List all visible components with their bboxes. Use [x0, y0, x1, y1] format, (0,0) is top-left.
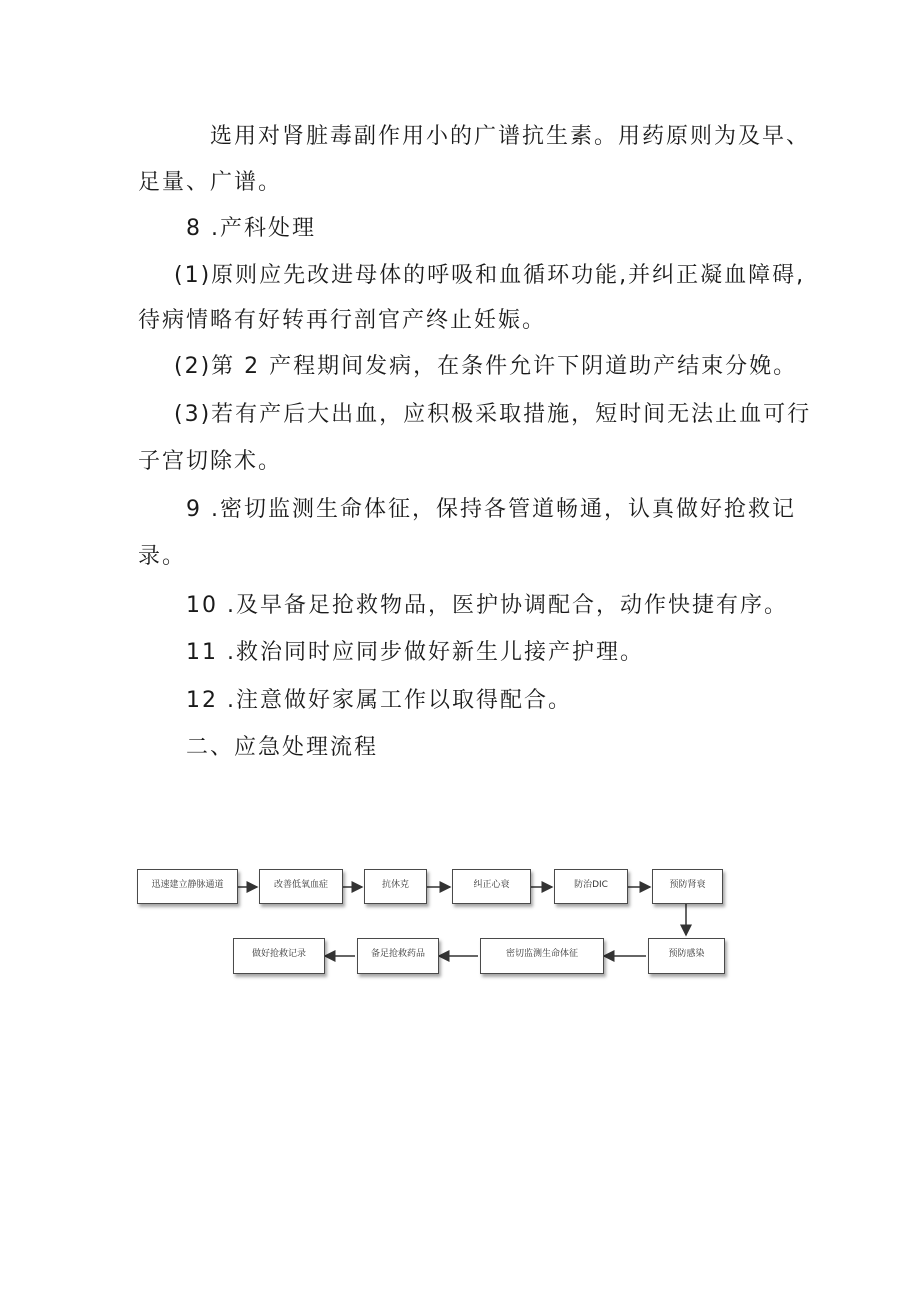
- flow-step-prevent-infection: 预防感染: [648, 938, 725, 974]
- item-1-line2: 待病情略有好转再行剖官产终止妊娠。: [138, 308, 547, 333]
- paragraph-antibiotics-line2: 足量、广谱。: [138, 170, 283, 195]
- section-heading-emergency-flow: 二、应急处理流程: [186, 735, 379, 760]
- flow-step-rescue-record: 做好抢救记录: [233, 938, 325, 974]
- item-2: (2)第 2 产程期间发病，在条件允许下阴道助产结束分娩。: [174, 354, 798, 379]
- item-10: 10 .及早备足抢救物品，医护协调配合，动作快捷有序。: [186, 593, 788, 618]
- item-11: 11 .救治同时应同步做好新生儿接产护理。: [186, 640, 644, 665]
- item-1-line1: (1)原则应先改进母体的呼吸和血循环功能,并纠正凝血障碍,: [174, 263, 806, 288]
- paragraph-antibiotics-line1: 选用对肾脏毒副作用小的广谱抗生素。用药原则为及早、: [210, 124, 811, 149]
- flow-step-prevent-renal-failure: 预防肾衰: [652, 869, 723, 904]
- item-12: 12 .注意做好家属工作以取得配合。: [186, 688, 572, 713]
- flow-step-improve-hypoxemia: 改善低氧血症: [259, 869, 343, 904]
- item-9-line2: 录。: [138, 544, 187, 569]
- flow-step-iv-access: 迅速建立静脉通道: [137, 869, 238, 904]
- flow-step-prevent-dic: 防治DIC: [554, 869, 628, 904]
- flow-step-correct-heart-failure: 纠正心衰: [452, 869, 531, 904]
- heading-obstetric-treatment: 8 .产科处理: [186, 216, 316, 241]
- flow-step-monitor-vital-signs: 密切监测生命体征: [480, 938, 604, 974]
- item-3-line1: (3)若有产后大出血，应积极采取措施，短时间无法止血可行: [174, 402, 812, 427]
- flow-step-prepare-medicines: 备足抢救药品: [357, 938, 439, 974]
- flow-step-anti-shock: 抗休克: [364, 869, 427, 904]
- item-9-line1: 9 .密切监测生命体征，保持各管道畅通，认真做好抢救记: [186, 497, 796, 522]
- item-3-line2: 子宫切除术。: [138, 449, 283, 474]
